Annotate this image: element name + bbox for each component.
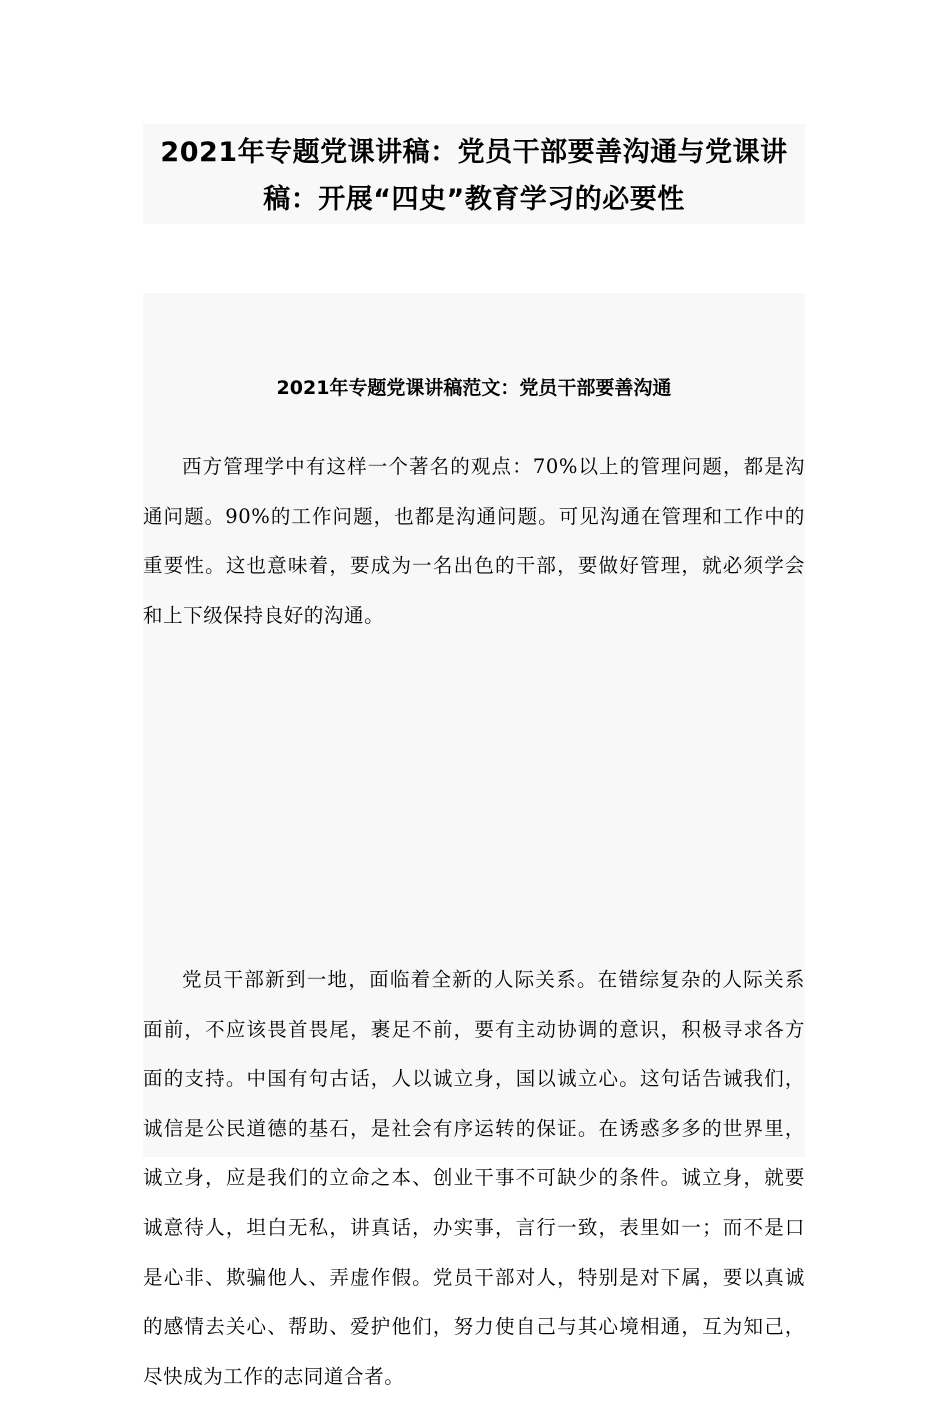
- section-heading: 2021年专题党课讲稿范文：党员干部要善沟通: [276, 377, 672, 399]
- content-block: [143, 293, 805, 1388]
- paragraph-2: 党员干部新到一地，面临着全新的人际关系。在错综复杂的人际关系面前，不应该畏首畏尾，裹足不前，要有主动协调的意识，积极寻求各方面的支持。中国有句古话，人以诚立身，国以诚立心。这句话告诫我们，诚信是公民道德的基石，是社会有序运转的保证。在诱惑多多的世界里，诚立身，应是我们的立命之本、创业干事不可缺少的条件。诚立身，就要诚意待人，坦白无私，讲真话，办实事，言行一致，表里如一；而不是口是心非、欺骗他人、弄虚作假。党员干部对人，特别是对下属，要以真诚的感情去关心、帮助、爱护他们，努力使自己与其心境相通，互为知己，尽快成为工作的志同道合者。: [143, 968, 805, 1388]
- document-title: 2021年专题党课讲稿：党员干部要善沟通与党课讲稿：开展“四史”教育学习的必要性: [160, 137, 788, 215]
- paragraph-1: 西方管理学中有这样一个著名的观点：70%以上的管理问题，都是沟通问题。90%的工作问题，也都是沟通问题。可见沟通在管理和工作中的重要性。这也意味着，要成为一名出色的干部，要做好管理，就必须学会和上下级保持良好的沟通。: [143, 455, 805, 627]
- title-block: [143, 124, 805, 224]
